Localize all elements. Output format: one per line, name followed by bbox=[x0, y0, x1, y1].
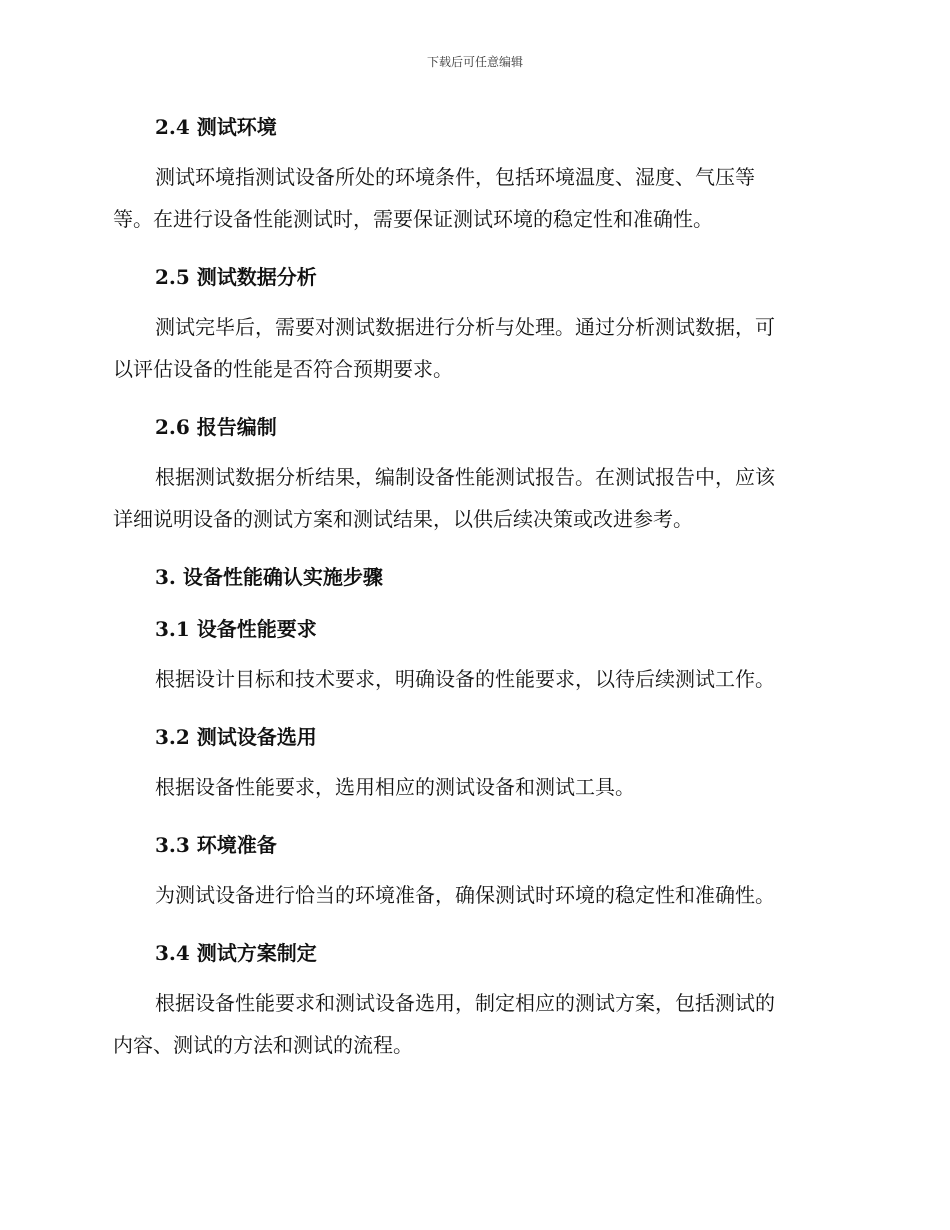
section-heading-2-4: 2.4 测试环境 bbox=[155, 115, 277, 139]
section-paragraph-3-1 bbox=[113, 658, 833, 700]
paragraph-line: 根据设备性能要求，选用相应的测试设备和测试工具。 bbox=[155, 775, 635, 799]
section-heading-3-2: 3.2 测试设备选用 bbox=[155, 725, 317, 749]
section-paragraph-2-6 bbox=[113, 456, 833, 540]
paragraph-line: 根据测试数据分析结果，编制设备性能测试报告。在测试报告中，应该 bbox=[155, 465, 775, 489]
section-heading-3-4: 3.4 测试方案制定 bbox=[155, 941, 317, 965]
paragraph-line: 为测试设备进行恰当的环境准备，确保测试时环境的稳定性和准确性。 bbox=[155, 883, 775, 907]
section-heading-2-5: 2.5 测试数据分析 bbox=[155, 265, 317, 289]
section-paragraph-3-3 bbox=[113, 874, 833, 916]
paragraph-line: 根据设计目标和技术要求，明确设备的性能要求，以待后续测试工作。 bbox=[155, 667, 775, 691]
paragraph-line: 测试环境指测试设备所处的环境条件，包括环境温度、湿度、气压等 bbox=[155, 165, 755, 189]
section-paragraph-2-4 bbox=[113, 156, 833, 240]
section-heading-2-6: 2.6 报告编制 bbox=[155, 415, 277, 439]
section-paragraph-2-5 bbox=[113, 306, 833, 390]
paragraph-line: 详细说明设备的测试方案和测试结果，以供后续决策或改进参考。 bbox=[113, 507, 693, 531]
section-heading-3-3: 3.3 环境准备 bbox=[155, 833, 277, 857]
section-heading-3: 3. 设备性能确认实施步骤 bbox=[155, 565, 383, 589]
page-header: 下载后可任意编辑 bbox=[426, 55, 523, 69]
section-paragraph-3-2 bbox=[113, 766, 833, 808]
paragraph-line: 根据设备性能要求和测试设备选用，制定相应的测试方案，包括测试的 bbox=[155, 991, 775, 1015]
section-heading-3-1: 3.1 设备性能要求 bbox=[155, 617, 317, 641]
paragraph-line: 等。在进行设备性能测试时，需要保证测试环境的稳定性和准确性。 bbox=[113, 207, 713, 231]
paragraph-line: 测试完毕后，需要对测试数据进行分析与处理。通过分析测试数据，可 bbox=[155, 315, 775, 339]
section-paragraph-3-4 bbox=[113, 982, 833, 1066]
document-body bbox=[113, 112, 833, 1066]
paragraph-line: 以评估设备的性能是否符合预期要求。 bbox=[113, 357, 453, 381]
paragraph-line: 内容、测试的方法和测试的流程。 bbox=[113, 1033, 413, 1057]
